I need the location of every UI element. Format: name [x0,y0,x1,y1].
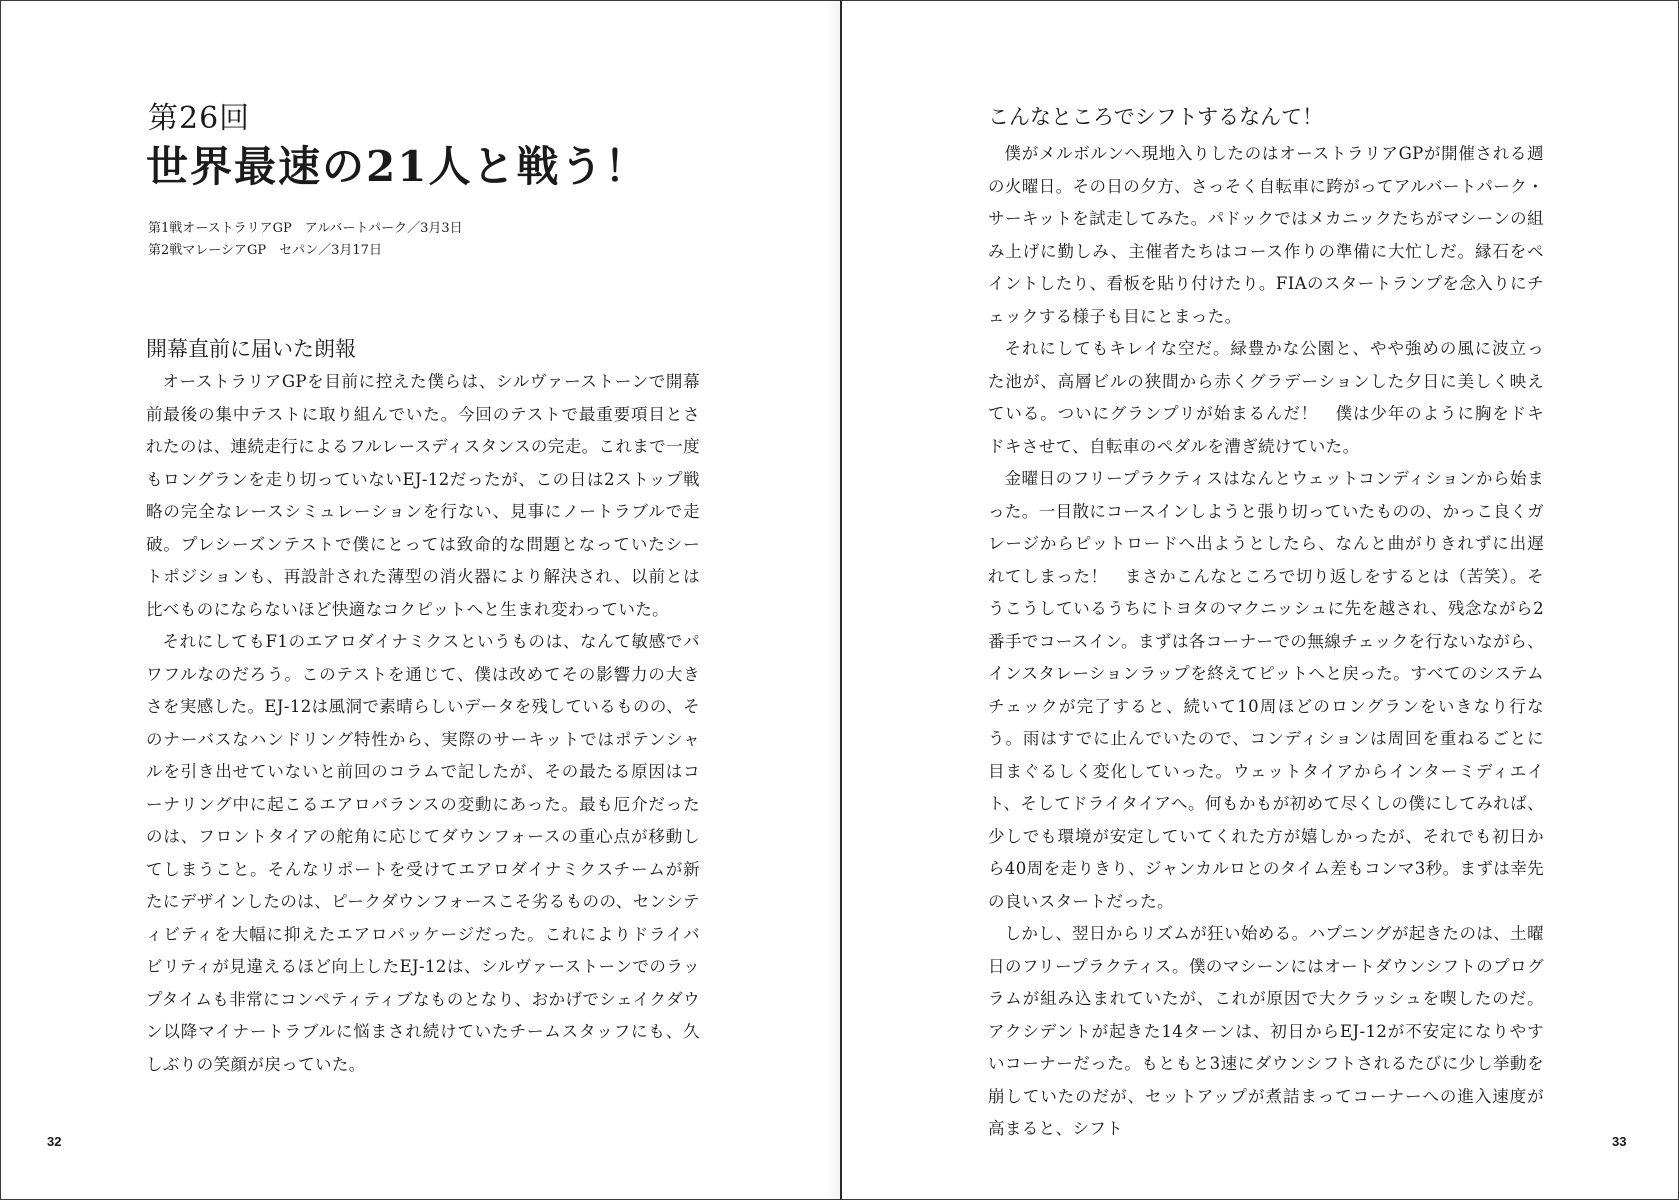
body-text [146,366,700,1081]
paragraph: 金曜日のフリープラクティスはなんとウェットコンディションから始まった。一目散にコースインしようと張り切っていたものの、かっこ良くガレージからピットロードへ出ようとしたら、なんと曲がりきれずに出遅れてしまった！ まさかこんなところで切り返しをするとは（苦笑）。そうこうしているうちにトヨタのマクニッシュに先を越され、残念ながら2番手でコースイン。まずは各コーナーでの無線チェックを行ないながら、インスタレーションラップを終えてピットへと戻った。すべてのシステムチェックが完了すると、続いて10周ほどのロングランをいきなり行なう。雨はすでに止んでいたので、コンディションは周回を重ねるごとに目まぐるしく変化していった。ウェットタイアからインターミディエイト、そしてドライタイアへ。何もかもが初めて尽くしの僕にしてみれば、少しでも環境が安定していてくれた方が嬉しかったが、それでも初日から40周を走りきり、ジャンカルロとのタイム差もコンマ3秒。まずは幸先の良いスタートだった。 [988,469,1544,911]
section-heading: 開幕直前に届いた朗報 [146,337,356,361]
paragraph: しかし、翌日からリズムが狂い始める。ハプニングが起きたのは、土曜日のフリープラクティス。僕のマシーンにはオートダウンシフトのプログラムが組み込まれていたが、これが原因で大クラッシュを喫したのだ。アクシデントが起きた14ターンは、初日からEJ-12が不安定になりやすいコーナーだった。もともと3速にダウンシフトされるたびに少し挙動を崩していたのだが、セットアップが煮詰まってコーナーへの進入速度が高まると、シフト [988,924,1544,1138]
paragraph: それにしてもF1のエアロダイナミクスというものは、なんて敏感でパワフルなのだろう。このテストを通じて、僕は改めてその影響力の大きさを実感した。EJ-12は風洞で素晴らしいデータを残しているものの、そのナーバスなハンドリング特性から、実際のサーキットではポテンシャルを引き出せていないと前回のコラムで記したが、その最たる原因はコーナリング中に起こるエアロバランスの変動にあった。最も厄介だったのは、フロントタイアの舵角に応じてダウンフォースの重心点が移動してしまうこと。そんなリポートを受けてエアロダイナミクスチームが新たにデザインしたのは、ピークダウンフォースこそ劣るものの、センシティビティを大幅に抑えたエアロパッケージだった。これによりドライバビリティが見違えるほど向上したEJ-12は、シルヴァーストーンでのラップタイムも非常にコンペティティブなものとなり、おかげでシェイクダウン以降マイナートラブルに悩まされ続けていたチームスタッフにも、久しぶりの笑顔が戻っていた。 [146,632,700,1074]
section-heading: こんなところでシフトするなんて！ [988,105,1324,129]
chapter-title: 世界最速の21人と戦う！ [146,142,649,191]
race-info-line: 第2戦マレーシアGP セパン／3月17日 [148,243,382,258]
page-number: 33 [1612,1134,1627,1149]
paragraph: オーストラリアGPを目前に控えた僕らは、シルヴァーストーンで開幕前最後の集中テストに取り組んでいた。今回のテストで最重要項目とされたのは、連続走行によるフルレースディスタンスの完走。これまで一度もロングランを走り切っていないEJ-12だったが、この日は2ストップ戦略の完全なレースシミュレーションを行ない、見事にノートラブルで走破。プレシーズンテストで僕にとっては致命的な問題となっていたシートポジションも、再設計された薄型の消火器により解決され、以前とは比べものにならないほど快適なコクピットへと生まれ変わっていた。 [146,372,700,619]
paragraph: それにしてもキレイな空だ。緑豊かな公園と、やや強めの風に波立った池が、高層ビルの狭間から赤くグラデーションした夕日に美しく映えている。ついにグランプリが始まるんだ！ 僕は少年のように胸をドキドキさせて、自転車のペダルを漕ぎ続けていた。 [988,339,1544,456]
body-text [988,138,1544,1146]
page-number: 32 [47,1134,62,1149]
paragraph: 僕がメルボルンへ現地入りしたのはオーストラリアGPが開催される週の火曜日。その日の夕方、さっそく自転車に跨がってアルバートパーク・サーキットを試走してみた。パドックではメカニックたちがマシーンの組み上げに勤しみ、主催者たちはコース作りの準備に大忙しだ。縁石をペイントしたり、看板を貼り付けたり。FIAのスタートランプを念入りにチェックする様子も目にとまった。 [988,144,1544,326]
chapter-number: 第26回 [148,101,251,136]
race-info-line: 第1戦オーストラリアGP アルバートパーク／3月3日 [148,221,463,236]
right-page [842,0,1679,1200]
race-schedule [148,218,463,262]
